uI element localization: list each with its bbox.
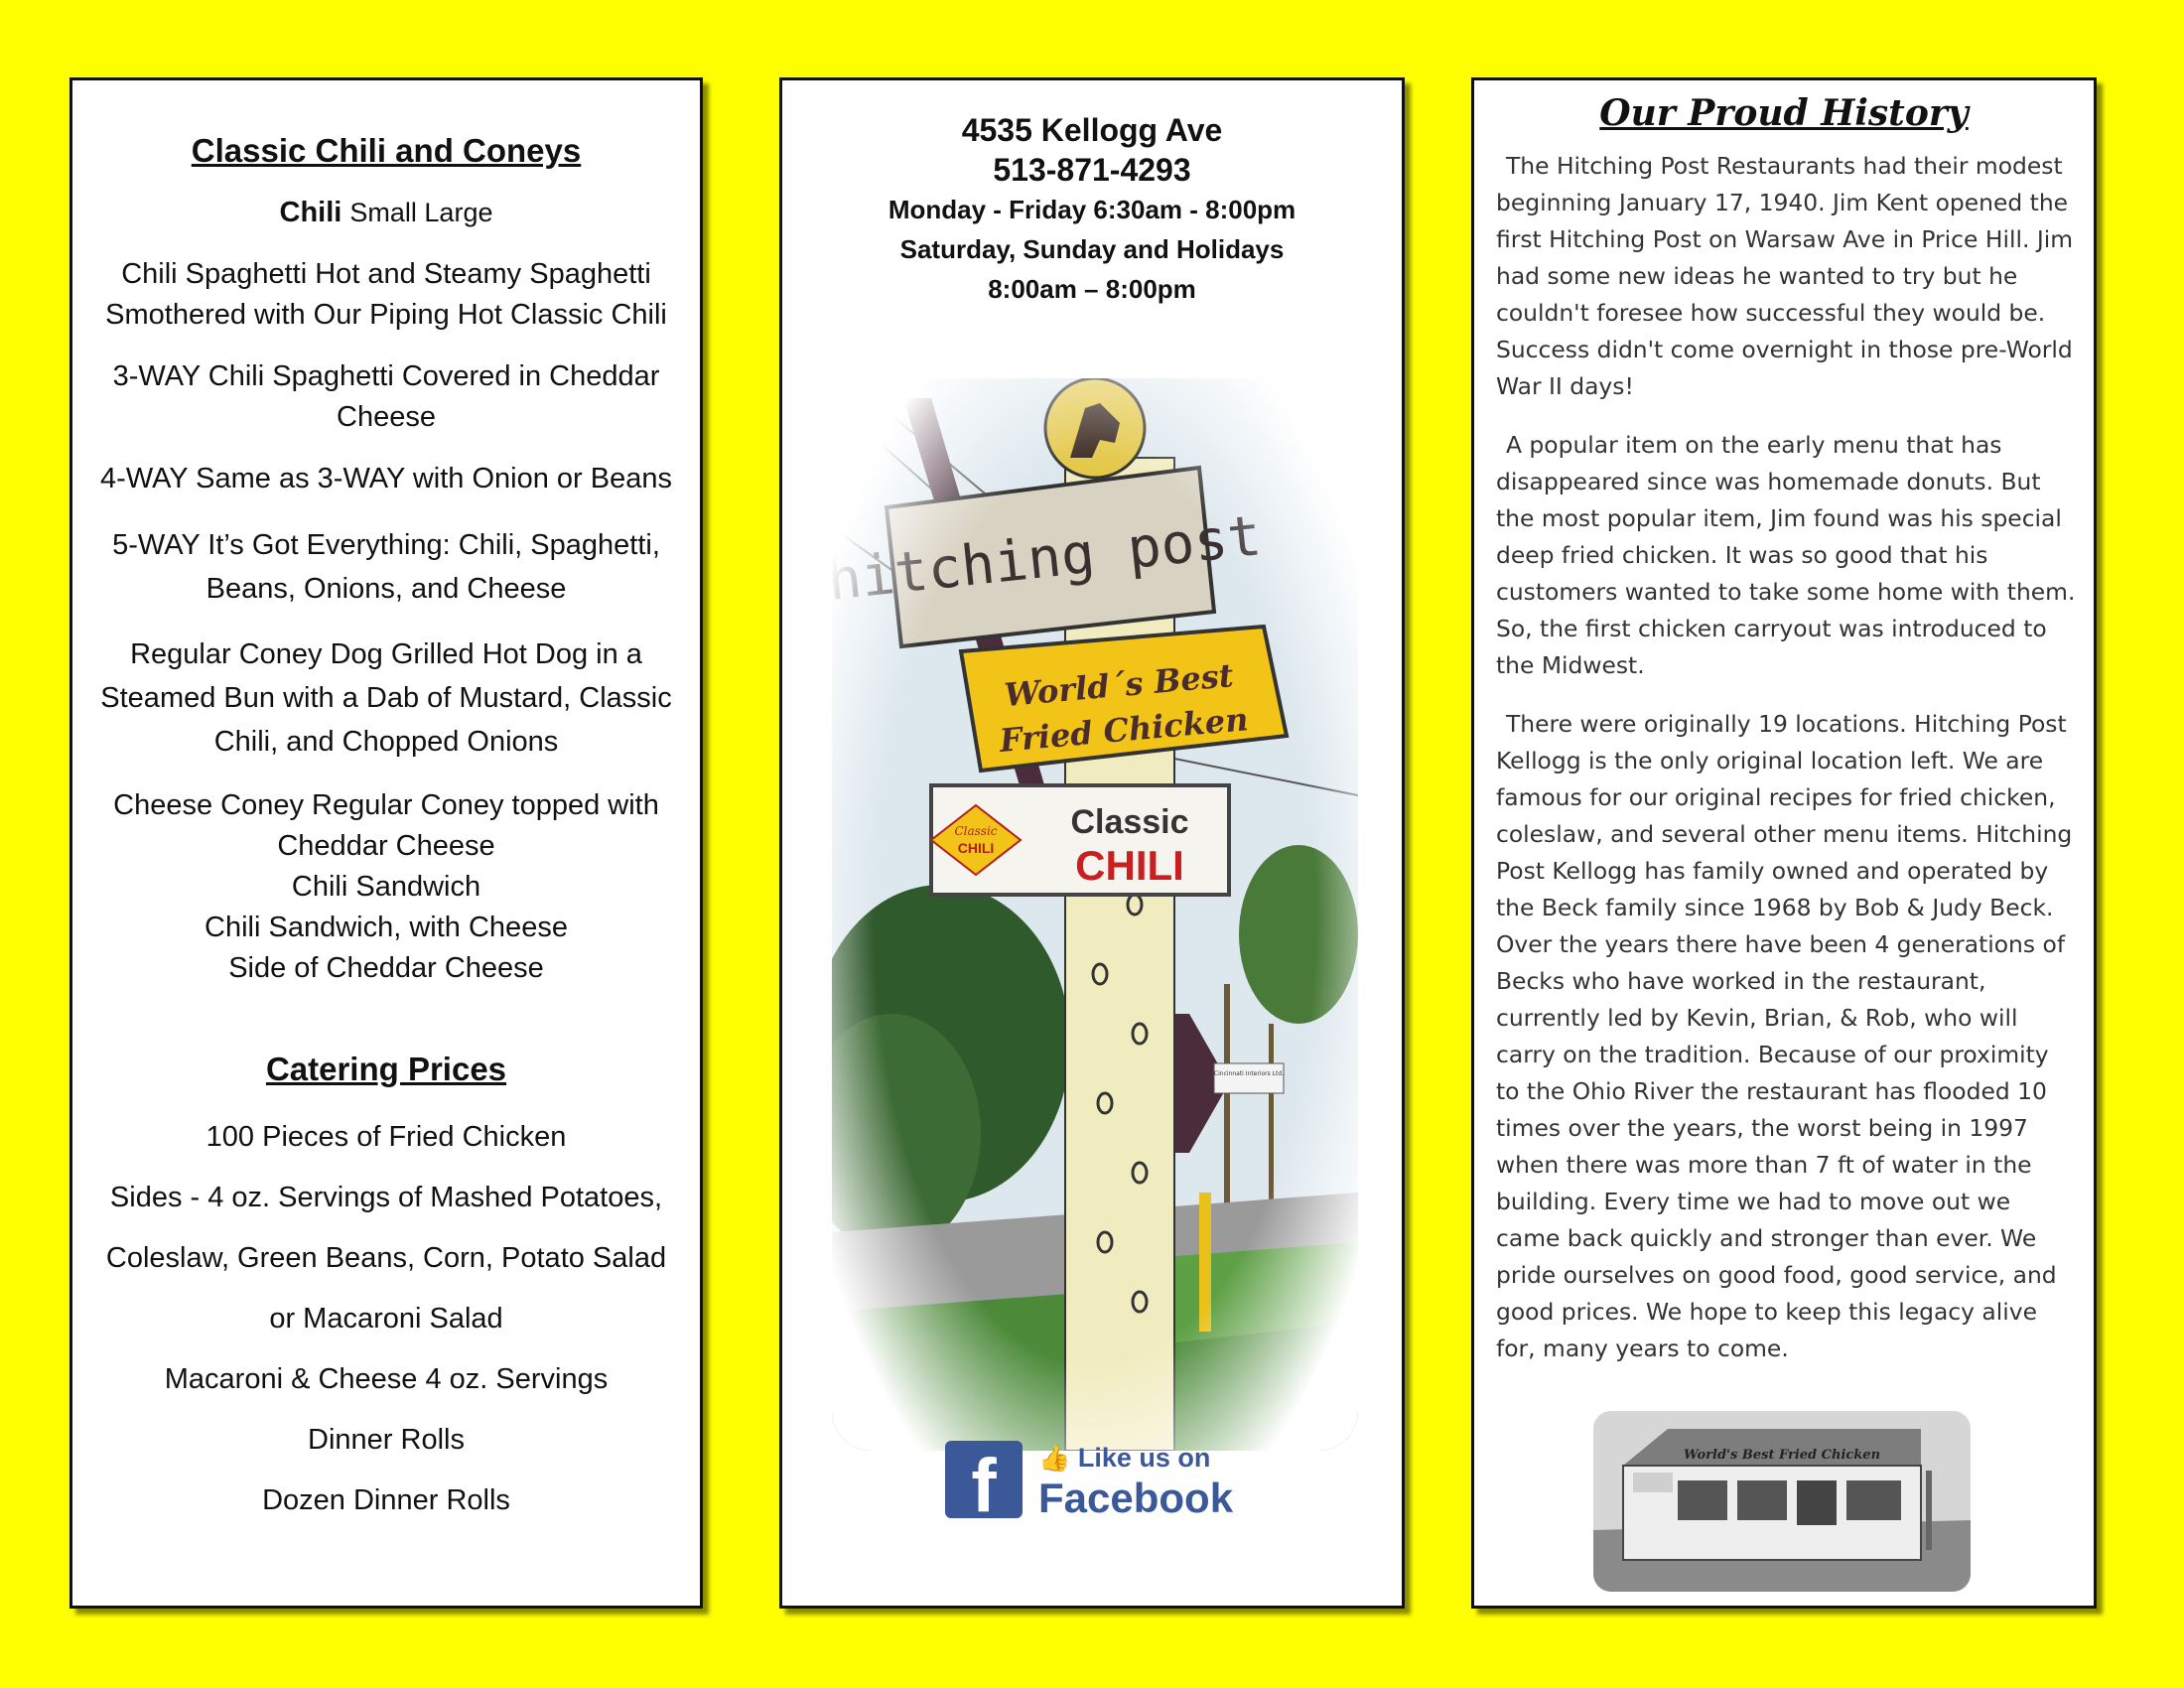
sign-illustration [832, 378, 1358, 1451]
catering-item: or Macaroni Salad [269, 1303, 503, 1335]
menu-item-line: Chili Sandwich [291, 871, 481, 903]
menu-item-4-way [96, 459, 676, 499]
menu-content [72, 80, 700, 1531]
catering-item: 100 Pieces of Fried Chicken [205, 1121, 567, 1153]
menu-item-chili [96, 193, 676, 233]
hours-weekend: Saturday, Sunday and Holidays [899, 234, 1285, 264]
menu-item-line: Chili Sandwich, with Cheese [205, 912, 568, 943]
catering-item: Dinner Rolls [308, 1424, 465, 1456]
history-paragraph: A popular item on the early menu that has disappeared since was homemade donuts. But the most popular item, Jim found was his special deep fried chicken. It was so good that his customers wanted to take some home with them. So, the first chicken carryout was introduced to the Midwest. [1496, 431, 2076, 679]
menu-item-line: Chili Spaghetti Hot and Steamy Spaghetti [121, 258, 651, 290]
history-panel [1471, 77, 2097, 1609]
info-panel [779, 77, 1405, 1609]
menu-item-name: Chili [279, 197, 342, 228]
menu-section-title: Classic Chili and Coneys [191, 132, 582, 169]
sign-photo [832, 378, 1358, 1451]
menu-item-line: Cheese Coney Regular Coney topped with [113, 789, 659, 821]
building-sign-text: World's Best Fried Chicken [1683, 1448, 1881, 1463]
facebook-link[interactable] [945, 1441, 1263, 1522]
history-paragraph: There were originally 19 locations. Hitching Post Kellogg is the only original location left. We are famous for our original recipes for fried chicken, coleslaw, and several other menu items. Hitching Post Kellogg has family owned and operated by the Beck family since 1968 by Bob & Judy Beck. Over the years there have been 4 generations of Becks who have worked in the restaurant, currently led by Kevin, Brian, & Rob, who will carry on the tradition. Because of our proximity to the Ohio River the restaurant has flooded 10 times over the years, the worst being in 1997 when there was more than 7 ft of water in the building. Every time we had to move out we came back quickly and stronger than ever. We pride ourselves on good food, good service, and good prices. We hope to keep this legacy alive for, many years to come. [1496, 710, 2073, 1362]
menu-item-line: Regular Coney Dog Grilled Hot Dog in a [130, 638, 642, 670]
menu-item-line: 3-WAY Chili Spaghetti Covered in Cheddar [112, 360, 660, 392]
menu-item-5-way [96, 523, 676, 611]
history-text [1496, 148, 2076, 1389]
catering-item: Sides - 4 oz. Servings of Mashed Potatoes, [109, 1182, 663, 1213]
menu-item-line: Side of Cheddar Cheese [228, 952, 544, 984]
thumbs-up-icon: 👍 [1038, 1443, 1071, 1473]
contact-info [782, 80, 1402, 309]
menu-item-line: 4-WAY Same as 3-WAY with Onion or Beans [100, 463, 672, 494]
menu-item-line: Beans, Onions, and Cheese [205, 573, 567, 605]
menu-item-chili-spaghetti [96, 254, 676, 336]
menu-item-line: Smothered with Our Piping Hot Classic Chili [105, 299, 667, 331]
menu-item-regular-coney [96, 633, 676, 764]
hours-weekend-times: 8:00am – 8:00pm [988, 274, 1196, 304]
menu-item-desc: Small Large [349, 198, 493, 227]
phone-number[interactable]: 513-871-4293 [993, 152, 1191, 188]
facebook-like-text: Like us on [1077, 1443, 1211, 1473]
building-illustration [1593, 1411, 1971, 1592]
menu-item-line: 5-WAY It’s Got Everything: Chili, Spaghetti, [112, 529, 660, 561]
history-title: Our Proud History [1599, 92, 1969, 134]
facebook-like-label [1038, 1441, 1210, 1475]
menu-item-line: Cheddar Cheese [277, 830, 495, 862]
catering-list [96, 1107, 676, 1531]
menu-item-3-way [96, 356, 676, 438]
catering-item: Dozen Dinner Rolls [262, 1484, 510, 1516]
building-photo [1593, 1411, 1971, 1592]
menu-item-line: Steamed Bun with a Dab of Mustard, Classic [100, 682, 672, 714]
hours-weekday: Monday - Friday 6:30am - 8:00pm [887, 195, 1297, 224]
catering-item: Macaroni & Cheese 4 oz. Servings [164, 1363, 609, 1395]
history-paragraph: The Hitching Post Restaurants had their modest beginning January 17, 1940. Jim Kent opened the first Hitching Post on Warsaw Ave in Price Hill. Jim had some new ideas he wanted to try but he couldn't foresee how successful they would be. Success didn't come overnight in those pre-World War II days! [1496, 152, 2073, 400]
menu-item-line: Chili, and Chopped Onions [213, 726, 559, 758]
address: 4535 Kellogg Ave [961, 112, 1223, 148]
catering-section-title: Catering Prices [265, 1051, 507, 1087]
facebook-name: Facebook [1038, 1475, 1234, 1521]
menu-item-cheese-coney [96, 785, 676, 989]
catering-item: Coleslaw, Green Beans, Corn, Potato Salad [105, 1242, 667, 1274]
menu-panel [69, 77, 703, 1609]
facebook-icon[interactable]: f [945, 1441, 1023, 1518]
menu-item-line: Cheese [337, 401, 436, 433]
